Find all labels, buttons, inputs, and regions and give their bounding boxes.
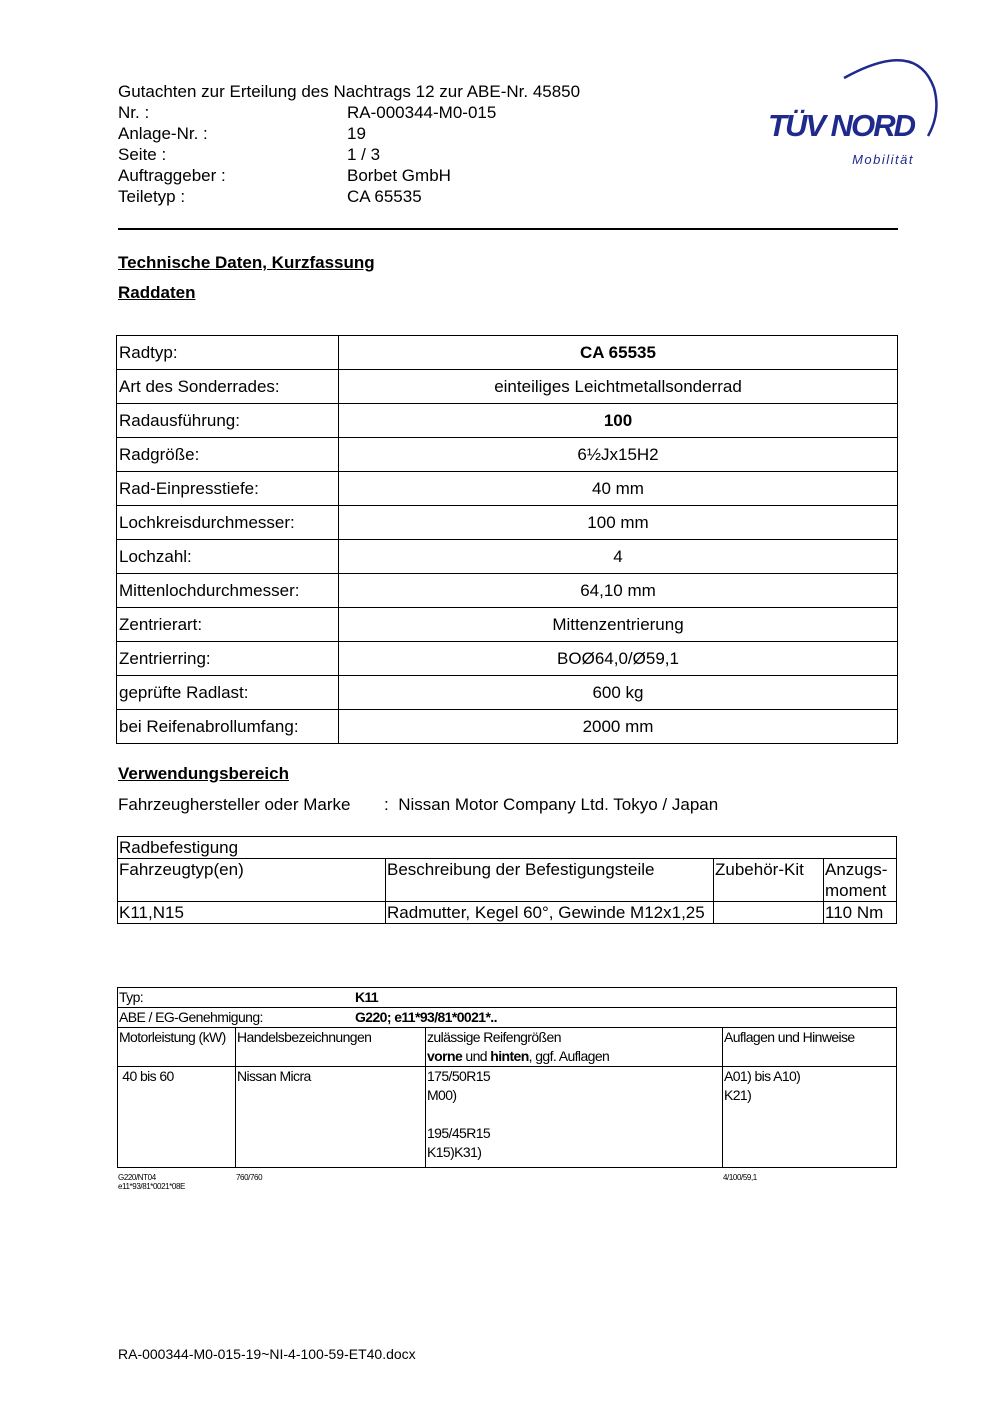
header-key: Auftraggeber :	[118, 166, 226, 185]
fahrzeughersteller-line	[118, 795, 718, 815]
header-row	[118, 186, 580, 207]
raddaten-row	[117, 472, 898, 506]
typ-row	[118, 988, 897, 1008]
header-key: Anlage-Nr. :	[118, 124, 208, 143]
cell-auflagen	[723, 1067, 897, 1168]
raddaten-row	[117, 608, 898, 642]
header-anzugsmoment: Anzugs-moment	[824, 859, 897, 902]
raddaten-value: CA 65535	[339, 336, 898, 370]
auflagen-line: A01) bis A10)	[724, 1068, 801, 1084]
reifen-line: 175/50R15	[427, 1068, 491, 1084]
raddaten-value: 6½Jx15H2	[339, 438, 898, 472]
cell-anzugsmoment: 110 Nm	[824, 902, 897, 924]
raddaten-label: Radausführung:	[117, 404, 339, 438]
raddaten-value: einteiliges Leichtmetallsonderrad	[339, 370, 898, 404]
header-row	[118, 165, 580, 186]
raddaten-label: Mittenlochdurchmesser:	[117, 574, 339, 608]
reifen-line: 195/45R15	[427, 1125, 491, 1141]
header-row	[118, 144, 580, 165]
tuev-nord-logo-graphic	[766, 58, 942, 170]
raddaten-label: Lochkreisdurchmesser:	[117, 506, 339, 540]
reifen-line	[427, 1105, 721, 1124]
footnote-lochkreis: 4/100/59,1	[723, 1173, 757, 1182]
header-beschreibung: Beschreibung der Befestigungsteile	[386, 859, 714, 902]
fahrzeughersteller-sep: :	[384, 795, 389, 814]
raddaten-row	[117, 506, 898, 540]
cell-reifen	[426, 1067, 723, 1168]
raddaten-table	[116, 335, 898, 744]
typ-value: K11	[355, 989, 379, 1005]
header-reifen-auflagen: , ggf. Auflagen	[528, 1048, 610, 1064]
tuev-nord-logo	[766, 58, 942, 170]
header-reifen-vorne: vorne	[427, 1048, 463, 1064]
section-title-technical: Technische Daten, Kurzfassung	[118, 253, 375, 272]
header-fahrzeugtyp: Fahrzeugtyp(en)	[118, 859, 386, 902]
logo-brand-text: TÜV NORD	[768, 108, 916, 143]
cell-beschreibung: Radmutter, Kegel 60°, Gewinde M12x1,25	[386, 902, 714, 924]
raddaten-row	[117, 404, 898, 438]
radbefestigung-title: Radbefestigung	[118, 837, 897, 859]
raddaten-value: 2000 mm	[339, 710, 898, 744]
footnote-genehmigung	[118, 1173, 185, 1191]
header-title: Gutachten zur Erteilung des Nachtrags 12 zur ABE-Nr. 45850	[118, 82, 581, 101]
header-reifen-line1: zulässige Reifengrößen	[427, 1029, 561, 1045]
abe-value: G220; e11*93/81*0021*..	[355, 1009, 497, 1025]
raddaten-label: Lochzahl:	[117, 540, 339, 574]
header-key: Seite :	[118, 145, 167, 164]
raddaten-row	[117, 676, 898, 710]
raddaten-value: 100 mm	[339, 506, 898, 540]
raddaten-value: 600 kg	[339, 676, 898, 710]
raddaten-label: Rad-Einpresstiefe:	[117, 472, 339, 506]
header-reifengroessen	[426, 1028, 723, 1067]
reifen-line: K15)K31)	[427, 1144, 482, 1160]
cell-motorleistung	[118, 1067, 236, 1168]
fahrzeughersteller-label: Fahrzeughersteller oder Marke	[118, 795, 351, 814]
header-value: RA-000344-M0-015	[347, 103, 497, 122]
typ-label: Typ:	[119, 989, 144, 1005]
header-auflagen: Auflagen und Hinweise	[723, 1028, 897, 1067]
footnote-g220: G220/NT04	[118, 1173, 156, 1182]
raddaten-value: BOØ64,0/Ø59,1	[339, 642, 898, 676]
header-reifen-und: und	[462, 1048, 491, 1064]
raddaten-row	[117, 710, 898, 744]
header-value: CA 65535	[347, 187, 422, 206]
raddaten-value: 100	[339, 404, 898, 438]
document-footer: RA-000344-M0-015-19~NI-4-100-59-ET40.docx	[118, 1346, 416, 1362]
footnote-e11: e11*93/81*0021*08E	[118, 1182, 185, 1191]
abe-label: ABE / EG-Genehmigung:	[119, 1009, 263, 1025]
raddaten-value: 40 mm	[339, 472, 898, 506]
raddaten-label: Zentrierart:	[117, 608, 339, 642]
header-motorleistung: Motorleistung (kW)	[118, 1028, 236, 1067]
header-reifen-hinten: hinten	[490, 1048, 529, 1064]
header-reifen-line2	[427, 1047, 721, 1066]
section-title-verwendung: Verwendungsbereich	[118, 764, 289, 783]
header-key: Nr. :	[118, 103, 150, 122]
raddaten-label: Zentrierring:	[117, 642, 339, 676]
header-handelsbezeichnungen: Handelsbezeichnungen	[236, 1028, 426, 1067]
auflagen-line: K21)	[724, 1087, 752, 1103]
raddaten-row	[117, 438, 898, 472]
radbefestigung-table	[117, 836, 897, 924]
header-value: 1 / 3	[347, 145, 381, 164]
raddaten-row	[117, 336, 898, 370]
footnote-760: 760/760	[236, 1173, 263, 1182]
header-row	[118, 102, 580, 123]
motor-value: 40 bis 60	[122, 1068, 174, 1084]
raddaten-value: Mittenzentrierung	[339, 608, 898, 642]
raddaten-label: bei Reifenabrollumfang:	[117, 710, 339, 744]
header-row	[118, 123, 580, 144]
raddaten-row	[117, 370, 898, 404]
raddaten-label: geprüfte Radlast:	[117, 676, 339, 710]
section-title-raddaten: Raddaten	[118, 283, 196, 302]
reifen-line: M00)	[427, 1087, 457, 1103]
cell-fahrzeugtyp: K11,N15	[118, 902, 386, 924]
header-zubehoer: Zubehör-Kit	[714, 859, 824, 902]
raddaten-label: Radtyp:	[117, 336, 339, 370]
raddaten-label: Radgröße:	[117, 438, 339, 472]
cell-zubehoer	[714, 902, 824, 924]
header-value: 19	[347, 124, 366, 143]
header-key: Teiletyp :	[118, 187, 186, 206]
raddaten-value: 64,10 mm	[339, 574, 898, 608]
logo-sub-text: Mobilität	[852, 152, 914, 167]
raddaten-row	[117, 574, 898, 608]
header-value: Borbet GmbH	[347, 166, 451, 185]
abe-row	[118, 1008, 897, 1028]
typ-table	[117, 987, 897, 1168]
fahrzeughersteller-value: Nissan Motor Company Ltd. Tokyo / Japan	[398, 795, 719, 814]
cell-handelsbezeichnung: Nissan Micra	[236, 1067, 426, 1168]
raddaten-value: 4	[339, 540, 898, 574]
header-rule	[118, 228, 898, 230]
document-header	[118, 81, 580, 207]
raddaten-row	[117, 642, 898, 676]
raddaten-label: Art des Sonderrades:	[117, 370, 339, 404]
raddaten-row	[117, 540, 898, 574]
